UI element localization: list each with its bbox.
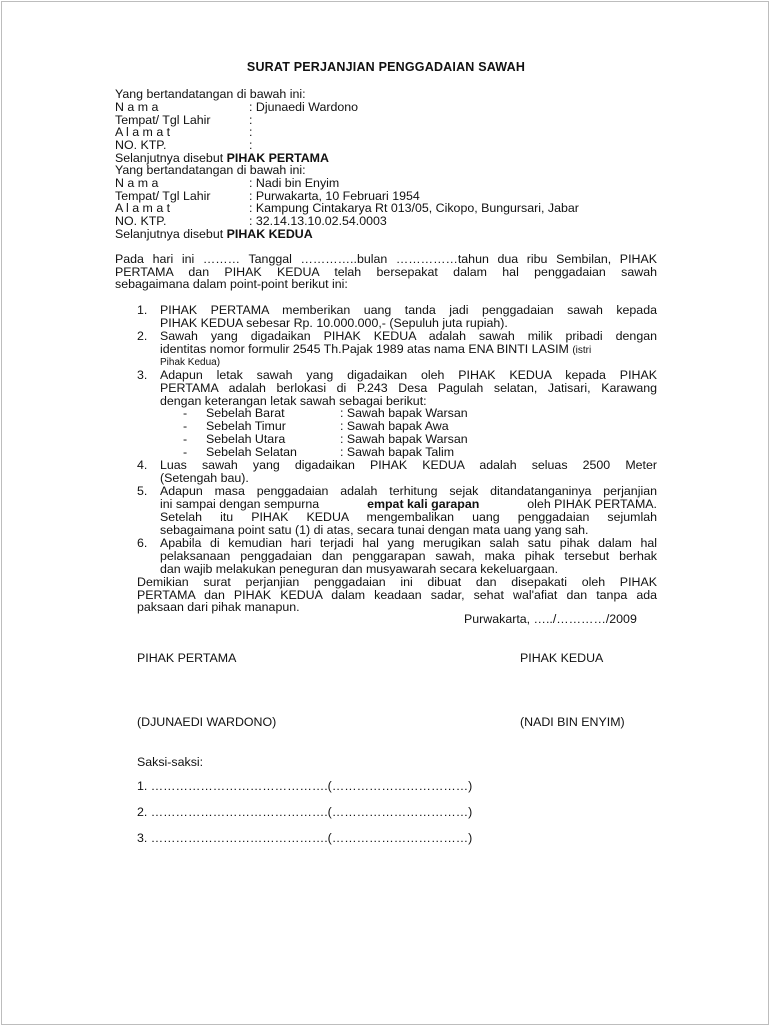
border-north-label: Sebelah Utara [206, 432, 286, 446]
border-east-label: Sebelah Timur [206, 419, 286, 433]
point-6-line-3: dan wajib melakukan peneguran dan musyawarah secara kekeluargaan. [160, 562, 559, 576]
party1-name-value: : Djunaedi Wardono [249, 100, 359, 114]
point-3-number: 3. [137, 368, 148, 382]
party2-ktp-value: : 32.14.13.10.02.54.0003 [249, 214, 387, 228]
point-2-line-1: Sawah yang digadaikan PIHAK KEDUA adalah sawah milik pribadi dengan [160, 329, 657, 343]
party1-intro: Yang bertandatangan di bawah ini: [115, 87, 306, 101]
point-5-line-2-suffix: oleh PIHAK PERTAMA. [527, 497, 657, 511]
party1-birth-label: Tempat/ Tgl Lahir [115, 113, 211, 127]
point-2-line-2-text: identitas nomor formulir 2545 Th.Pajak 1989 atas nama ENA BINTI LASIM [160, 342, 569, 356]
point-6-line-2: pelaksanaan penggadaian dan penggarapan sawah, maka pihak tersebut berhak [160, 549, 657, 563]
party1-address-label: A l a m a t [115, 125, 171, 139]
border-east-value: : Sawah bapak Awa [340, 419, 449, 433]
point-5-line-2-bold: empat kali garapan [367, 497, 480, 511]
point-4-number: 4. [137, 458, 148, 472]
place-date: Purwakarta, …../…………/2009 [464, 612, 637, 626]
border-south-dash: - [183, 445, 188, 459]
border-west-value: : Sawah bapak Warsan [340, 406, 468, 420]
point-5-line-1: Adapun masa penggadaian adalah terhitung sejak ditandatanganinya perjanjian [160, 484, 657, 498]
party1-outro-prefix: Selanjutnya disebut [115, 151, 227, 165]
party1-ktp-label: NO. KTP. [115, 138, 167, 152]
signature-left-name: (DJUNAEDI WARDONO) [137, 715, 277, 729]
border-west-dash: - [183, 406, 188, 420]
point-2-number: 2. [137, 329, 148, 343]
party2-birth-value: : Purwakarta, 10 Februari 1954 [249, 189, 420, 203]
party2-outro-prefix: Selanjutnya disebut [115, 227, 227, 241]
party2-name-label: N a m a [115, 176, 159, 190]
point-2-line-3: Pihak Kedua) [160, 357, 221, 368]
point-1-line-1: PIHAK PERTAMA memberikan uang tanda jadi penggadaian sawah kepada [160, 303, 657, 317]
point-1-number: 1. [137, 303, 148, 317]
border-east-dash: - [183, 419, 188, 433]
point-5-line-2-text: ini sampai dengan sempurna [160, 497, 320, 511]
witness-line-2: 2. …………………………………….(……………………………) [137, 805, 473, 819]
border-south-label: Sebelah Selatan [206, 445, 297, 459]
party2-name-value: : Nadi bin Enyim [249, 176, 340, 190]
document-title: SURAT PERJANJIAN PENGGADAIAN SAWAH [246, 60, 526, 74]
party2-birth-label: Tempat/ Tgl Lahir [115, 189, 211, 203]
point-5-number: 5. [137, 484, 148, 498]
party1-ktp-value: : [249, 138, 253, 152]
party1-address-value: : [249, 125, 253, 139]
party1-birth-value: : [249, 113, 253, 127]
point-2-line-2-small: (istri [572, 345, 592, 356]
point-3-line-3: dengan keterangan letak sawah sebagai berikut: [160, 394, 427, 408]
border-south-value: : Sawah bapak Talim [340, 445, 455, 459]
party2-address-label: A l a m a t [115, 201, 171, 215]
signature-right-label: PIHAK KEDUA [520, 651, 604, 665]
closing-line-1: Demikian surat perjanjian penggadaian ini dibuat dan disepakati oleh PIHAK [137, 575, 657, 589]
closing-line-3: paksaan dari pihak manapun. [137, 600, 300, 614]
point-5-line-3: Setelah itu PIHAK KEDUA mengembalikan uang penggadaian sejumlah [160, 510, 657, 524]
point-4-line-1: Luas sawah yang digadaikan PIHAK KEDUA adalah seluas 2500 Meter [160, 458, 657, 472]
party1-name-label: N a m a [115, 100, 159, 114]
border-north-dash: - [183, 432, 188, 446]
point-5-line-4: sebagaimana point satu (1) di atas, secara tunai dengan mata uang yang sah. [160, 523, 589, 537]
point-3-line-1: Adapun letak sawah yang digadaikan oleh PIHAK KEDUA kepada PIHAK [160, 368, 657, 382]
opening-line-1: Pada hari ini ……… Tanggal …………..bulan ……………tahun dua ribu Sembilan, PIHAK [115, 252, 657, 266]
opening-line-3: sebagaimana dalam point-point berikut ini: [115, 277, 348, 291]
border-north-value: : Sawah bapak Warsan [340, 432, 468, 446]
point-2-line-2 [160, 343, 591, 358]
opening-line-2: PERTAMA dan PIHAK KEDUA telah bersepakat dalam hal penggadaian sawah [115, 265, 657, 279]
point-1-line-2: PIHAK KEDUA sebesar Rp. 10.000.000,- (Sepuluh juta rupiah). [160, 316, 508, 330]
witness-line-3: 3. …………………………………….(……………………………) [137, 831, 473, 845]
point-6-line-1: Apabila di kemudian hari terjadi hal yang merugikan salah satu pihak dalam hal [160, 536, 657, 550]
point-3-line-2: PERTAMA adalah berlokasi di P.243 Desa Pagulah selatan, Jatisari, Karawang [160, 381, 657, 395]
party2-address-value: : Kampung Cintakarya Rt 013/05, Cikopo, Bungursari, Jabar [249, 201, 579, 215]
signature-left-label: PIHAK PERTAMA [137, 651, 237, 665]
party2-outro [115, 228, 313, 241]
point-4-line-2: (Setengah bau). [160, 471, 249, 485]
party2-intro: Yang bertandatangan di bawah ini: [115, 163, 306, 177]
point-6-number: 6. [137, 536, 148, 550]
signature-right-name: (NADI BIN ENYIM) [520, 715, 625, 729]
party2-outro-bold: PIHAK KEDUA [226, 227, 313, 241]
border-west-label: Sebelah Barat [206, 406, 285, 420]
closing-line-2: PERTAMA dan PIHAK KEDUA dalam keadaan sadar, sehat wal'afiat dan tanpa ada [137, 588, 657, 602]
party1-outro-bold: PIHAK PERTAMA [226, 151, 329, 165]
party2-ktp-label: NO. KTP. [115, 214, 167, 228]
witness-title: Saksi-saksi: [137, 755, 204, 769]
point-5-line-2 [160, 498, 657, 511]
witness-line-1: 1. …………………………………….(……………………………) [137, 779, 473, 793]
